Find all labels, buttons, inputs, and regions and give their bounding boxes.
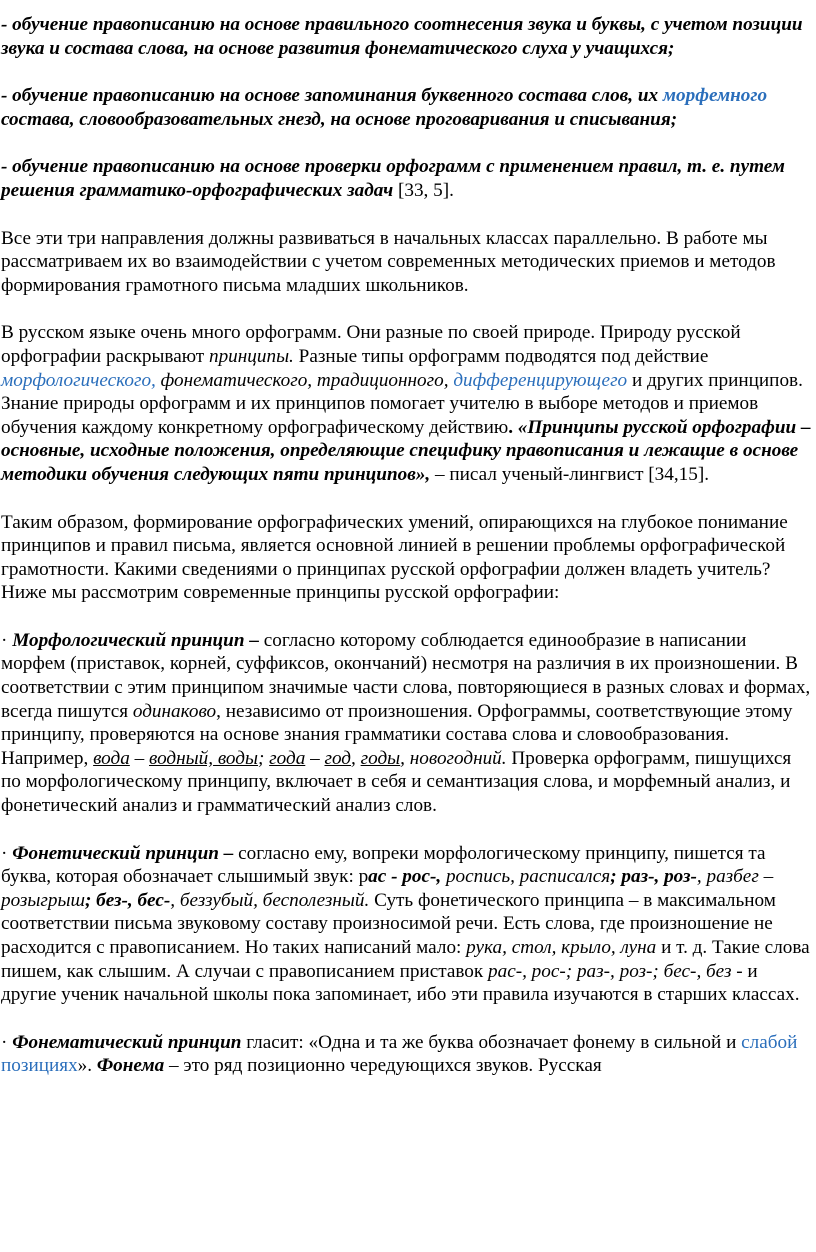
paragraph-2 [1,84,815,131]
p8-examples-4: рука, стол, крыло, луна [466,937,657,958]
example-vodnyi: водный, [149,747,214,769]
p8-examples-1: роспись, расписался [441,866,611,888]
p5-text-c: фонематического, традиционного, [155,369,454,391]
p8-text-e: и т. д. Такие слова пишем, как слышим. А случаи с правописанием приставок [1,937,810,982]
paragraph-6: Таким образом, формирование орфографических умений, опирающихся на глубокое понимание принципов и правил письма, является основной линией в решении проблемы орфографической грамотности. Какими сведениями о принципах русской орфографии должен владеть учитель? Ниже мы рассмотрим современные принципы русской орфографии: [1,511,788,604]
p8-prefix-bez-bes: ; без-, бес- [84,889,171,911]
p7-text-b: , независимо от произношения. Орфограммы, соответствующие этому принципу, проверяются на основе знания грамматики состава слова и словообразования. Например, [1,700,793,769]
morphological-principle-title: Морфологический принцип – [12,629,259,651]
p8-prefix-raz-roz: раз-, роз- [616,866,697,888]
paragraph-3 [1,155,815,202]
p5-text-d: и других принципов. Знание природы орфограмм и их принципов помогает учителю в выборе методов и приемов обучения каждому конкретному орфографическому действию [1,369,803,438]
example-sep: ; [257,747,270,769]
paragraph-1: - обучение правописанию на основе правильного соотнесения звука и буквы, с учетом позиции звука и состава слова, на основе развития фонематического слуха у учащихся; [1,14,803,59]
p9-text-b: ». [77,1055,97,1077]
p5-text-b: Разные типы орфограмм подводятся под действие [293,345,709,367]
p5-text-e: – писал ученый-лингвист [34,15]. [430,463,710,485]
p8-examples-3: , беззубый, бесполезный. [170,889,370,911]
p7-identically: одинаково [132,700,217,722]
bullet-icon: · [1,629,13,651]
p8-text-d: Суть фонетического принципа – в максимальном соответствии письма звуковому составу произносимой речи. Есть слова, где произношение не расходится с правописанием. Но таких написаний мало: [1,889,776,958]
paragraph-4: Все эти три направления должны развиваться в начальных классах параллельно. В работе мы рассматриваем их во взаимодействии с учетом современных методических приемов и методов формирования грамотного письма младших школьников. [1,227,776,296]
p9-text-a: гласит: «Одна и та же буква обозначает фонему в сильной и [241,1031,742,1053]
example-voda: вода [93,747,130,769]
p8-text-f: - и другие ученик начальной школы пока запоминает, ибо эти правила изучаются в старших классах. [1,960,800,1006]
bullet-icon: · [1,1031,13,1053]
p5-text-a: В русском языке очень много орфограмм. Они разные по своей природе. Природу русской орфографии раскрывают [1,322,741,367]
p2-text-b: состава, словообразовательных гнезд, на основе проговаривания и списывания; [1,108,678,130]
example-goda: года [269,747,306,769]
p5-principles: принципы. [208,345,294,367]
p8-text-a: согласно ему, вопреки морфологическому принципу, пишется та буква, которая обозначает слышимый звук: р [1,842,766,888]
p8-examples-2: , разбег – розыгрыш [1,866,774,911]
phonemic-principle-title: Фонематический принцип [12,1031,242,1053]
example-sep: , [351,747,361,769]
example-vody: воды [213,747,258,769]
link-morphological[interactable]: морфологического, [1,369,156,391]
link-weak-positions[interactable]: слабой позициях [1,1031,798,1077]
example-sep: – [305,747,325,769]
phonetic-principle-title: Фонетический принцип – [12,842,234,864]
p2-text-a: - обучение правописанию на основе запоминания буквенного состава слов, их [1,85,663,107]
p8-examples-5: рас-, рос-; раз-, роз-; бес-, без [488,960,732,982]
paragraph-5 [1,321,815,486]
link-morphemic[interactable]: морфемного [662,85,768,107]
example-gody: годы [360,747,401,769]
p8-semicolon: ; [610,866,617,888]
link-differentiating[interactable]: дифференцирующего [453,369,628,391]
paragraph-8 [1,842,815,1007]
p7-text-c: Проверка орфограмм, пишущихся по морфологическому принципу, включает в себя и семантизация слова, и морфемный анализ, и фонетический анализ и грамматический анализ слов. [1,747,792,817]
example-novogodniy: новогодний. [409,747,507,769]
example-sep: , [400,747,410,769]
example-sep: – [129,747,150,769]
p9-text-d: – это ряд позиционно чередующихся звуков. Русская [164,1055,602,1077]
paragraph-7 [1,629,815,818]
p5-quote: «Принципы русской орфографии – основные, исходные положения, определяющие специфику правописания и лежащие в основе методики обучения следующих пяти принципов», [1,416,811,485]
bullet-icon: · [1,842,13,864]
p8-prefix-ras-ros: ас - рос-, [368,866,442,888]
p9-phoneme-term: Фонема [96,1055,165,1077]
p3-reference: [33, 5]. [393,179,454,201]
example-god: год [324,747,352,769]
p3-text-a: - обучение правописанию на основе проверки орфограмм с применением правил, т. е. путем решения грамматико-орфографических задач [1,156,785,201]
p5-dot: . [508,416,513,438]
paragraph-9 [1,1031,815,1078]
p7-text-a: согласно которому соблюдается единообразие в написании морфем (приставок, корней, суффиксов, окончаний) несмотря на различия в их произношении. В соответствии с этим принципом значимые части слова, повторяющиеся в разных словах и формах, всегда пишутся [1,629,811,722]
